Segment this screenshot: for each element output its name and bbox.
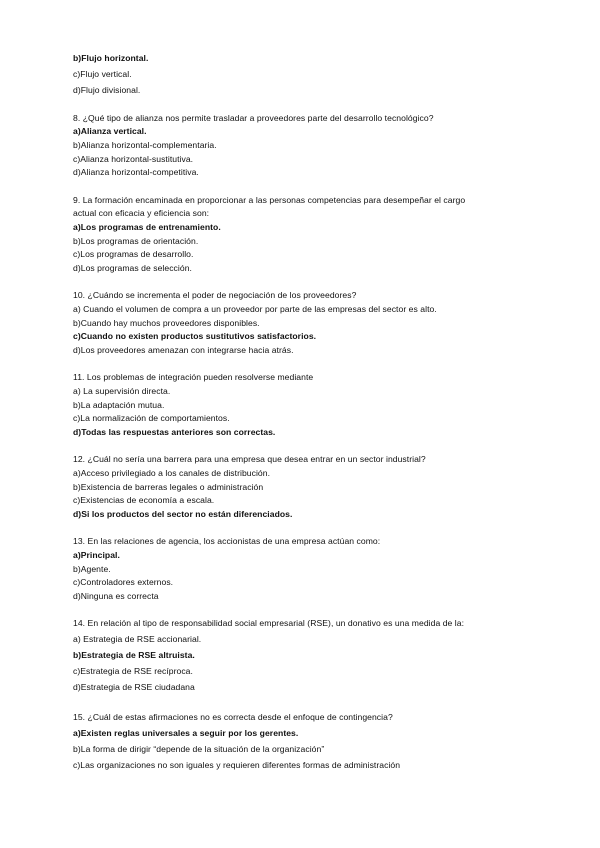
question-text: 11. Los problemas de integración pueden resolverse mediante xyxy=(73,372,314,383)
option-d-correct: d)Todas las respuestas anteriores son correctas. xyxy=(73,427,276,438)
option-b: b)Existencia de barreras legales o administración xyxy=(73,481,264,492)
option-a: a) La supervisión directa. xyxy=(73,385,171,396)
option-b: b)Cuando hay muchos proveedores disponibles. xyxy=(73,317,260,328)
question-text: 9. La formación encaminada en proporcionar a las personas competencias para desempeñar el cargo xyxy=(73,194,466,205)
option-c: c)Estrategia de RSE recíproca. xyxy=(73,666,193,676)
question-9 xyxy=(73,194,543,276)
question-text: 14. En relación al tipo de responsabilidad social empresarial (RSE), un donativo es una medida de la: xyxy=(73,618,465,629)
option-d: d)Flujo divisional. xyxy=(73,85,141,95)
option-b: b)La adaptación mutua. xyxy=(73,399,165,410)
question-15 xyxy=(73,709,543,773)
option-list xyxy=(73,50,543,98)
question-text: 13. En las relaciones de agencia, los accionistas de una empresa actúan como: xyxy=(73,536,381,547)
option-c: c)Existencias de economía a escala. xyxy=(73,495,215,506)
option-b-correct: b)Flujo horizontal. xyxy=(73,53,149,63)
option-c: c)Flujo vertical. xyxy=(73,69,132,79)
question-text-continued: actual con eficacia y eficiencia son: xyxy=(73,208,210,219)
question-14 xyxy=(73,617,543,695)
option-b: b)Alianza horizontal-complementaria. xyxy=(73,139,217,150)
option-c: c)Las organizaciones no son iguales y requieren diferentes formas de administración xyxy=(73,759,401,770)
question-text: 10. ¿Cuándo se incrementa el poder de negociación de los proveedores? xyxy=(73,290,357,301)
option-b: b)Los programas de orientación. xyxy=(73,235,199,246)
option-a-correct: a)Principal. xyxy=(73,549,120,560)
question-13 xyxy=(73,535,543,604)
option-d: d)Estrategia de RSE ciudadana xyxy=(73,682,195,692)
option-c: c)Controladores externos. xyxy=(73,577,174,588)
option-a-correct: a)Los programas de entrenamiento. xyxy=(73,221,221,232)
question-text: 8. ¿Qué tipo de alianza nos permite trasladar a proveedores parte del desarrollo tecnológico? xyxy=(73,112,434,123)
option-a-correct: a)Alianza vertical. xyxy=(73,126,147,137)
option-d-correct: d)Si los productos del sector no están diferenciados. xyxy=(73,509,293,520)
option-d: d)Los programas de selección. xyxy=(73,263,192,274)
option-c-correct: c)Cuando no existen productos sustitutivos satisfactorios. xyxy=(73,331,317,342)
option-d: d)Los proveedores amenazan con integrarse hacia atrás. xyxy=(73,345,294,356)
option-d: d)Ninguna es correcta xyxy=(73,591,159,602)
question-11 xyxy=(73,371,543,440)
option-d: d)Alianza horizontal-competitiva. xyxy=(73,167,199,178)
option-a: a) Estrategia de RSE accionarial. xyxy=(73,634,202,644)
option-b-correct: b)Estrategia de RSE altruista. xyxy=(73,650,195,660)
option-a: a) Cuando el volumen de compra a un proveedor por parte de las empresas del sector es alto. xyxy=(73,303,437,314)
option-c: c)Alianza horizontal-sustitutiva. xyxy=(73,153,194,164)
option-b: b)Agente. xyxy=(73,563,111,574)
question-text: 15. ¿Cuál de estas afirmaciones no es correcta desde el enfoque de contingencia? xyxy=(73,711,393,722)
option-a-correct: a)Existen reglas universales a seguir por los gerentes. xyxy=(73,727,299,738)
document-page xyxy=(73,50,543,773)
question-8 xyxy=(73,112,543,181)
question-12 xyxy=(73,453,543,522)
question-10 xyxy=(73,289,543,358)
option-c: c)La normalización de comportamientos. xyxy=(73,413,230,424)
option-c: c)Los programas de desarrollo. xyxy=(73,249,194,260)
question-text: 12. ¿Cuál no sería una barrera para una empresa que desea entrar en un sector industrial? xyxy=(73,454,426,465)
option-a: a)Acceso privilegiado a los canales de distribución. xyxy=(73,467,271,478)
option-b: b)La forma de dirigir “depende de la situación de la organización” xyxy=(73,743,325,754)
